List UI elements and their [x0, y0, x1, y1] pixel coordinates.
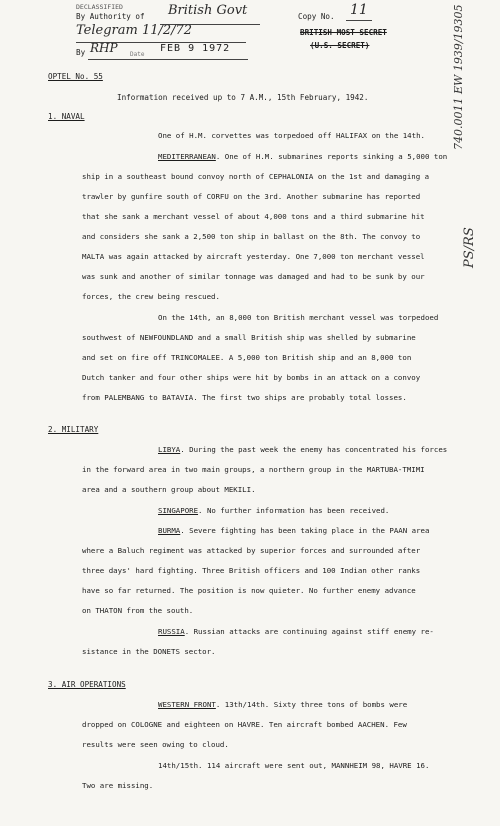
military-line: where a Baluch regiment was attacked by superior forces and surrounded after	[82, 546, 421, 555]
naval-line: MALTA was again attacked by aircraft yesterday. One 7,000 ton merchant vessel	[82, 252, 425, 261]
section-naval-heading: 1. NAVAL	[48, 112, 85, 121]
military-line: SINGAPORE. No further information has been received.	[158, 506, 390, 515]
naval-line: ship in a southeast bound convoy north of CEPHALONIA on the 1st and damaging a	[82, 172, 430, 181]
military-line: have so far returned. The position is now quieter. No further enemy advance	[82, 586, 416, 595]
military-line: three days' hard fighting. Three British officers and 100 Indian other ranks	[82, 566, 421, 575]
region-keyword: BURMA	[158, 526, 181, 535]
naval-line: trawler by gunfire south of CORFU on the 3rd. Another submarine has reported	[82, 192, 421, 201]
naval-line: and considers she sank a 2,500 ton ship in ballast on the 8th. The convoy to	[82, 232, 421, 241]
copy-number: 11	[350, 2, 368, 18]
naval-line: that she sank a merchant vessel of about 4,000 tons and a third submarine hit	[82, 212, 425, 221]
military-line: RUSSIA. Russian attacks are continuing against stiff enemy re-	[158, 627, 434, 636]
air-line: WESTERN FRONT. 13th/14th. Sixty three tons of bombs were	[158, 700, 408, 709]
air-line: 14th/15th. 114 aircraft were sent out, MANNHEIM 98, HAVRE 16.	[158, 761, 430, 770]
military-line: on THATON from the south.	[82, 606, 194, 615]
region-keyword: RUSSIA	[158, 627, 185, 636]
naval-line: was sunk and another of similar tonnage was damaged and had to be sunk by our	[82, 272, 425, 281]
naval-line: One of H.M. corvettes was torpedoed off HALIFAX on the 14th.	[158, 131, 425, 140]
section-air-heading: 3. AIR OPERATIONS	[48, 680, 126, 689]
military-line: LIBYA. During the past week the enemy has concentrated his forces	[158, 445, 448, 454]
region-keyword: LIBYA	[158, 445, 181, 454]
subtitle: Information received up to 7 A.M., 15th February, 1942.	[117, 93, 369, 102]
region-keyword: SINGAPORE	[158, 506, 199, 515]
copy-underline	[346, 20, 372, 21]
region-keyword: WESTERN FRONT	[158, 700, 216, 709]
by-label: By	[76, 48, 86, 57]
military-line: BURMA. Severe fighting has been taking place in the PAAN area	[158, 526, 430, 535]
optel-number: OPTEL No. 55	[48, 72, 103, 81]
authority-label: By Authority of	[76, 12, 145, 21]
declassified-stamp: DECLASSIFIED	[76, 3, 123, 11]
naval-line: southwest of NEWFOUNDLAND and a small British ship was shelled by submarine	[82, 333, 416, 342]
military-line: in the forward area in two main groups, a northern group in the MARTUBA-TMIMI	[82, 465, 425, 474]
classification-line1: BRITISH MOST SECRET	[300, 28, 387, 37]
air-line: Two are missing.	[82, 781, 154, 790]
classification-line2: (U.S. SECRET)	[310, 41, 370, 50]
air-line: dropped on COLOGNE and eighteen on HAVRE. Ten aircraft bombed AACHEN. Few	[82, 720, 407, 729]
by-handwriting: RHP	[90, 41, 118, 55]
authority-handwriting: British Govt	[168, 3, 248, 18]
section-military-heading: 2. MILITARY	[48, 425, 99, 434]
telegram-handwriting: Telegram 11/2/72	[76, 23, 193, 38]
naval-line: Dutch tanker and four other ships were hit by bombs in an attack on a convoy	[82, 373, 421, 382]
military-line: sistance in the DONETS sector.	[82, 647, 216, 656]
naval-line: forces, the crew being rescued.	[82, 292, 220, 301]
air-line: results were seen owing to cloud.	[82, 740, 229, 749]
copy-label: Copy No.	[298, 12, 335, 21]
naval-line: and set on fire off TRINCOMALEE. A 5,000 ton British ship and an 8,000 ton	[82, 353, 412, 362]
naval-line: from PALEMBANG to BATAVIA. The first two ships are probably total losses.	[82, 393, 407, 402]
military-line: area and a southern group about MEKILI.	[82, 485, 256, 494]
date-underline	[88, 59, 248, 60]
date-label: Date	[130, 51, 145, 58]
naval-line: MEDITERRANEAN. One of H.M. submarines reports sinking a 5,000 ton	[158, 152, 448, 161]
margin-file-note: 740.0011 EW 1939/19305	[452, 4, 465, 150]
region-keyword: MEDITERRANEAN	[158, 152, 216, 161]
naval-line: On the 14th, an 8,000 ton British merchant vessel was torpedoed	[158, 313, 439, 322]
margin-initials: PS/RS	[462, 227, 477, 268]
date-stamp: FEB 9 1972	[160, 43, 231, 54]
